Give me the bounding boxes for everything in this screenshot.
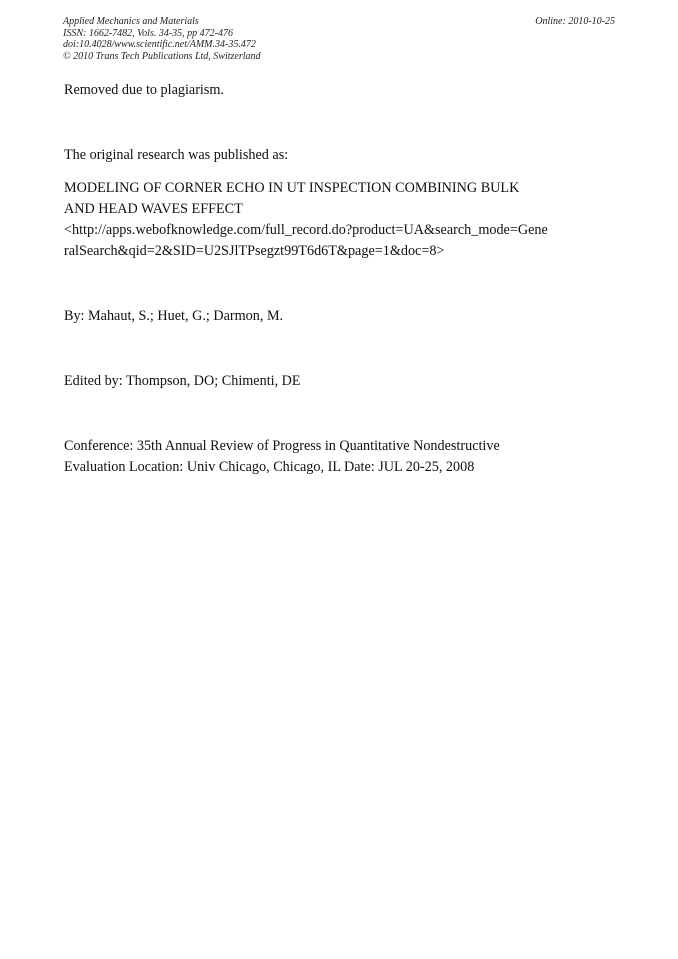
original-publication-intro: The original research was published as:	[64, 147, 289, 163]
authors-line: By: Mahaut, S.; Huet, G.; Darmon, M.	[64, 308, 284, 324]
conference-info-line-2: Evaluation Location: Univ Chicago, Chicago, IL Date: JUL 20-25, 2008	[64, 459, 475, 475]
record-url-line-1[interactable]: <http://apps.webofknowledge.com/full_record.do?product=UA&search_mode=Gene	[64, 222, 548, 238]
record-url-line-2[interactable]: ralSearch&qid=2&SID=U2SJlTPsegzt99T6d6T&page=1&doc=8>	[64, 243, 445, 259]
original-paper-title-line-1: MODELING OF CORNER ECHO IN UT INSPECTION COMBINING BULK	[64, 180, 520, 196]
issn-line: ISSN: 1662-7482, Vols. 34-35, pp 472-476	[63, 27, 233, 39]
original-paper-title-line-2: AND HEAD WAVES EFFECT	[64, 201, 243, 217]
doi-line: doi:10.4028/www.scientific.net/AMM.34-35.472	[63, 39, 256, 50]
conference-info-line-1: Conference: 35th Annual Review of Progress in Quantitative Nondestructive	[64, 438, 500, 454]
original-paper-title	[64, 178, 616, 220]
online-date: Online: 2010-10-25	[535, 16, 615, 27]
journal-name: Applied Mechanics and Materials	[63, 16, 199, 27]
conference-info	[64, 436, 616, 478]
journal-header	[63, 16, 483, 62]
editors-line: Edited by: Thompson, DO; Chimenti, DE	[64, 373, 301, 389]
record-url[interactable]	[64, 220, 616, 262]
copyright-line: © 2010 Trans Tech Publications Ltd, Switzerland	[63, 50, 261, 62]
removed-notice: Removed due to plagiarism.	[64, 82, 224, 98]
